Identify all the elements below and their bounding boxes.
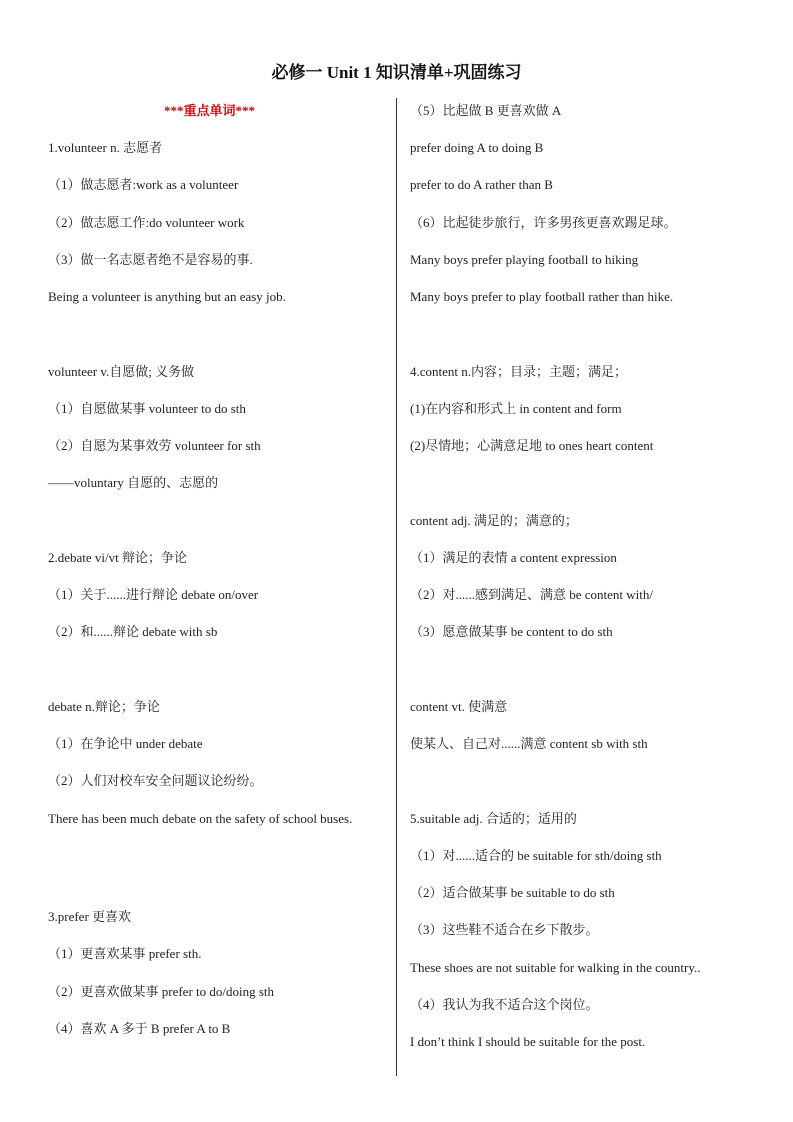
entry-suitable-item: （3）这些鞋不适合在乡下散步。	[410, 922, 599, 937]
entry-prefer-item: （1）更喜欢某事 prefer sth.	[48, 946, 202, 961]
entry-debate-noun-head: debate n.辩论；争论	[48, 699, 160, 714]
entry-content-vt-head: content vt. 使满意	[410, 699, 508, 714]
entry-suitable-item: （4）我认为我不适合这个岗位。	[410, 997, 599, 1012]
entry-content-noun-item: (1)在内容和形式上 in content and form	[410, 401, 622, 416]
entry-debate-noun-example: There has been much debate on the safety of school buses.	[48, 811, 353, 826]
entry-volunteer-noun-item: （2）做志愿工作:do volunteer work	[48, 215, 245, 230]
entry-prefer-item: （4）喜欢 A 多于 B prefer A to B	[48, 1021, 231, 1036]
entry-content-noun-head: 4.content n.内容；目录；主题；满足；	[410, 364, 628, 379]
section-heading-key-words: ***重点单词***	[164, 103, 256, 118]
entry-debate-noun-item: （2）人们对校车安全问题议论纷纷。	[48, 773, 263, 788]
entry-prefer-cont-item: prefer doing A to doing B	[410, 140, 544, 155]
entry-volunteer-noun-item: （3）做一名志愿者绝不是容易的事.	[48, 252, 253, 267]
entry-debate-verb-head: 2.debate vi/vt 辩论；争论	[48, 550, 188, 565]
entry-prefer-cont-item: prefer to do A rather than B	[410, 177, 553, 192]
entry-suitable-item: （2）适合做某事 be suitable to do sth	[410, 885, 615, 900]
entry-prefer-head: 3.prefer 更喜欢	[48, 909, 132, 924]
entry-prefer-cont-item: （6）比起徒步旅行，许多男孩更喜欢踢足球。	[410, 215, 677, 230]
entry-volunteer-noun-item: （1）做志愿者:work as a volunteer	[48, 177, 239, 192]
page-title: 必修一 Unit 1 知识清单+巩固练习	[271, 63, 522, 82]
entry-prefer-cont-example: Many boys prefer to play football rather than hike.	[410, 289, 674, 304]
entry-prefer-item: （2）更喜欢做某事 prefer to do/doing sth	[48, 984, 275, 999]
entry-content-adj-item: （2）对......感到满足、满意 be content with/	[410, 587, 654, 602]
entry-suitable-head: 5.suitable adj. 合适的；适用的	[410, 811, 577, 826]
entry-content-vt-item: 使某人、自己对......满意 content sb with sth	[410, 736, 648, 751]
entry-suitable-example: I don’t think I should be suitable for the post.	[410, 1034, 646, 1049]
entry-content-adj-head: content adj. 满足的；满意的；	[410, 513, 578, 528]
entry-volunteer-verb-item: （1）自愿做某事 volunteer to do sth	[48, 401, 246, 416]
entry-volunteer-verb-item: （2）自愿为某事效劳 volunteer for sth	[48, 438, 261, 453]
entry-volunteer-noun-head: 1.volunteer n. 志愿者	[48, 140, 163, 155]
entry-prefer-cont-item: （5）比起做 B 更喜欢做 A	[410, 103, 562, 118]
column-divider	[396, 98, 397, 1076]
entry-suitable-item: （1）对......适合的 be suitable for sth/doing sth	[410, 848, 662, 863]
entry-volunteer-noun-example: Being a volunteer is anything but an easy job.	[48, 289, 286, 304]
entry-prefer-cont-example: Many boys prefer playing football to hiking	[410, 252, 639, 267]
entry-debate-verb-item: （2）和......辩论 debate with sb	[48, 624, 218, 639]
entry-content-adj-item: （1）满足的表情 a content expression	[410, 550, 617, 565]
entry-content-adj-item: （3）愿意做某事 be content to do sth	[410, 624, 613, 639]
entry-debate-noun-item: （1）在争论中 under debate	[48, 736, 203, 751]
entry-volunteer-related: ——voluntary 自愿的、志愿的	[48, 475, 219, 490]
entry-debate-verb-item: （1）关于......进行辩论 debate on/over	[48, 587, 259, 602]
entry-suitable-example: These shoes are not suitable for walking in the country..	[410, 960, 701, 975]
entry-content-noun-item: (2)尽情地；心满意足地 to ones heart content	[410, 438, 654, 453]
entry-volunteer-verb-head: volunteer v.自愿做; 义务做	[48, 364, 195, 379]
